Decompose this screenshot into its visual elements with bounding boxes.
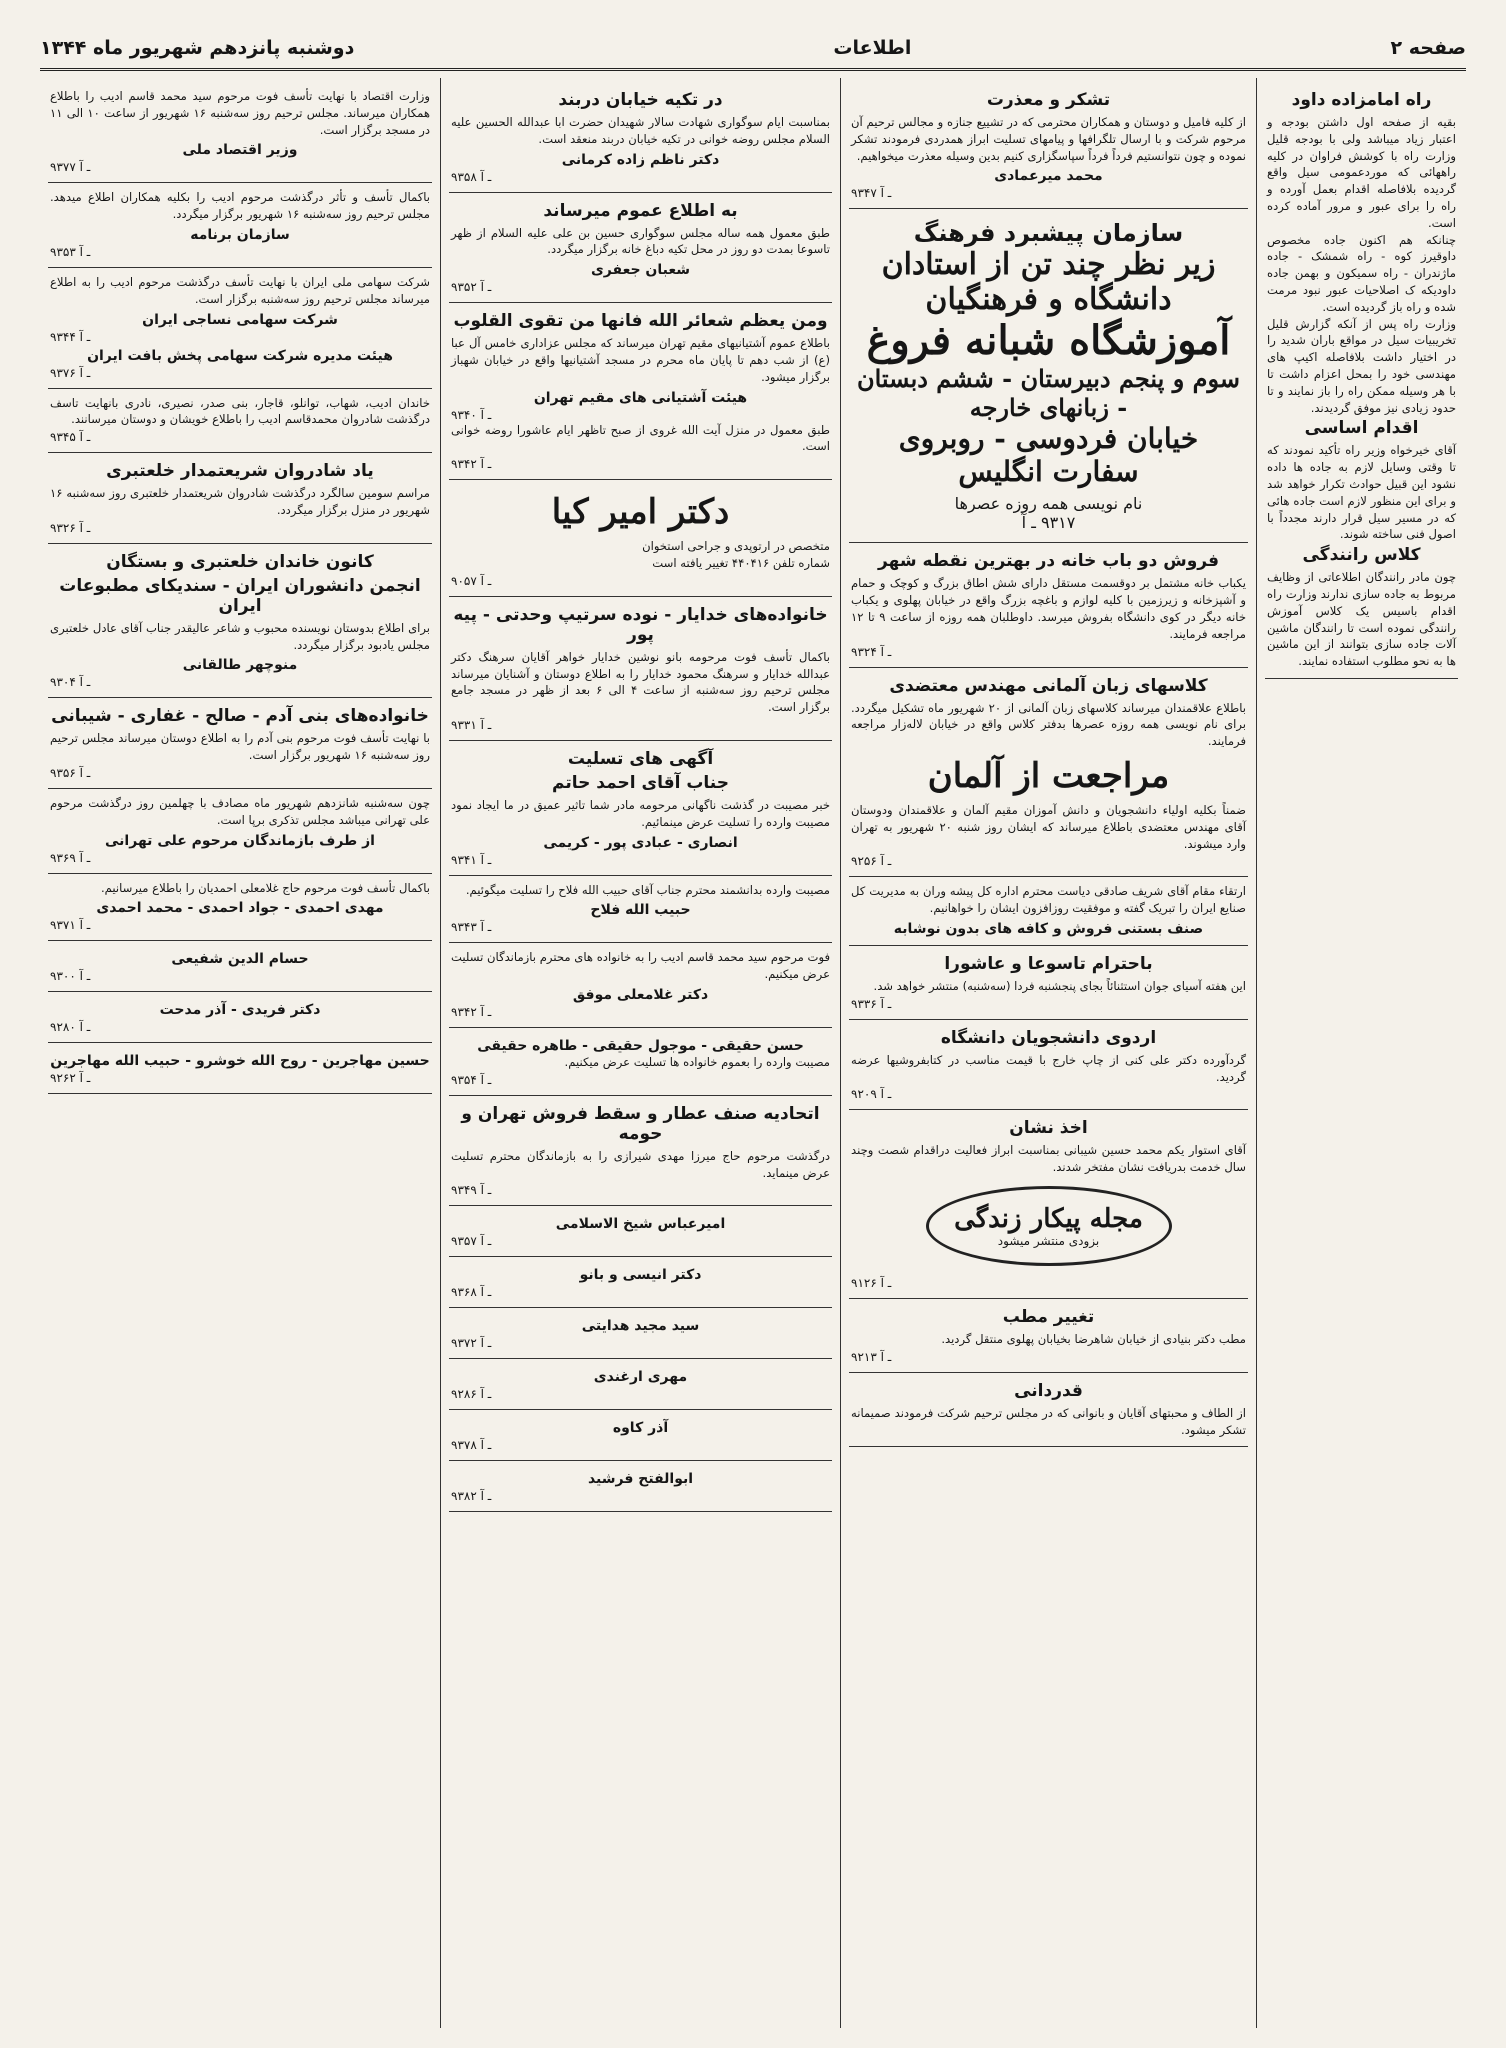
- ad-text: باطلاع علاقمندان میرساند کلاسهای زبان آلمانی از ۲۰ شهریور ماه تشکیل میگردد. برای نام نویسی همه روزه عصرها بدفتر کلاس واقع در خیابان لاله‌زار مراجعه فرمایند.: [851, 700, 1246, 749]
- ad-code: ۹۳۷۸ ـ آ: [451, 1438, 492, 1453]
- masthead: [40, 28, 1466, 71]
- ad-text: چون سه‌شنبه شانزدهم شهریور ماه مصادف با چهلمین روز درگذشت مرحوم علی تهرانی میباشد مجلس تذکری برپا است.: [50, 795, 430, 827]
- issue-date: دوشنبه پانزدهم شهریور ماه ۱۳۴۴: [40, 37, 355, 59]
- plan-org-ad: [48, 183, 432, 268]
- company-ad: [48, 268, 432, 389]
- ad-text: شماره تلفن ۴۴۰۴۱۶ تغییر یافته است: [652, 555, 830, 570]
- ad-code: ۹۳۲۶ ـ آ: [50, 520, 91, 535]
- families-ad: [48, 698, 432, 789]
- ad-code: ۹۳۵۳ ـ آ: [50, 244, 91, 259]
- ad-signature: شرکت سهامی نساجی ایران: [142, 311, 338, 328]
- condolence-ad: [449, 1257, 832, 1308]
- ad-line: سازمان پیشبرد فرهنگ: [913, 219, 1184, 248]
- article-subtitle: اقدام اساسی: [1304, 418, 1419, 439]
- doctor-ad: [449, 480, 832, 597]
- promotion-ad: [849, 877, 1248, 946]
- ad-code: ۹۳۱۷ ـ آ: [1021, 513, 1076, 533]
- ad-title: کلاسهای زبان آلمانی مهندس معتضدی: [889, 675, 1208, 696]
- ad-line: زیر نظر چند تن از استادان دانشگاه و فرهنگیان: [881, 247, 1216, 318]
- condolence-ad: [449, 1410, 832, 1461]
- ad-text: فوت مرحوم سید محمد قاسم ادیب را به خانواده های محترم بازماندگان تسلیت عرض میکنیم.: [451, 950, 830, 982]
- ad-code: ۹۳۴۴ ـ آ: [50, 329, 91, 344]
- ad-text: باکمال تأسف فوت مرحوم حاج غلامعلی احمدیان را باطلاع میرسانیم.: [100, 880, 430, 895]
- ad-code: ۹۲۸۶ ـ آ: [451, 1387, 492, 1402]
- ad-line: نام نویسی همه روزه عصرها: [954, 494, 1143, 514]
- ad-text: ارتقاء مقام آقای شریف صادقی دیاست محترم اداره کل پیشه وران به مدیریت کل صنایع ایران را تبریک گفته و موفقیت روزافزون ایشان را خواهانیم.: [851, 884, 1246, 916]
- ad-code: ۹۳۸۲ ـ آ: [451, 1489, 492, 1504]
- ad-signature: انصاری - عبادی پور - کریمی: [543, 834, 738, 851]
- tasua-ad: [849, 946, 1248, 1020]
- school-forough-ad: [849, 209, 1248, 543]
- ad-signature: سازمان برنامه: [190, 226, 290, 243]
- ad-signature: حسین مهاجرین - روح الله خوشرو - حبیب الله مهاجرین: [50, 1053, 430, 1070]
- ad-signature: مهری ارغندی: [593, 1369, 688, 1386]
- ad-text: مصیبت وارده را بعموم خانواده ها تسلیت عرض میکنیم.: [564, 1054, 830, 1069]
- ad-text: مطب دکتر بنیادی از خیابان شاهرضا بخیابان پهلوی منتقل گردید.: [941, 1331, 1246, 1346]
- ad-signature: هیئت آشتیانی های مقیم تهران: [533, 389, 748, 406]
- ad-code: ۹۰۵۷ ـ آ: [451, 573, 492, 588]
- ad-text: طبق معمول در منزل آیت الله غروی از صبح تاظهر ایام عاشورا روضه خوانی است.: [451, 422, 830, 454]
- ad-code: ۹۳۴۲ ـ آ: [451, 1004, 492, 1019]
- ad-code: ۹۳۶۸ ـ آ: [451, 1285, 492, 1300]
- ad-code: ۹۳۰۴ ـ آ: [50, 675, 91, 690]
- condolence-ad: [48, 1043, 432, 1094]
- ad-signature: محمد میرعمادی: [994, 168, 1103, 185]
- ad-text: از الطاف و محبتهای آقایان و بانوانی که در مجلس ترحیم شرکت فرمودند صمیمانه تشکر میشود.: [851, 1405, 1246, 1437]
- ad-title: خانواده‌های بنی آدم - صالح - غفاری - شیبانی: [51, 706, 429, 727]
- ad-signature: دکتر ناظم زاده کرمانی: [561, 151, 720, 168]
- ad-title: جناب آقای احمد حاتم: [552, 772, 729, 793]
- ad-title: باحترام تاسوعا و عاشورا: [944, 953, 1153, 974]
- condolence-ad: [449, 943, 832, 1028]
- ad-text: مصیبت وارده بدانشمند محترم جناب آقای حبیب الله فلاح را تسلیت میگوئیم.: [465, 882, 830, 897]
- ad-title: قدردانی: [1014, 1380, 1083, 1401]
- ad-title: اردوی دانشجویان دانشگاه: [940, 1027, 1157, 1048]
- ad-code: ۹۳۴۵ ـ آ: [50, 430, 91, 445]
- ad-title: در تکیه خیابان دربند: [558, 90, 723, 110]
- ad-signature: صنف بستنی فروش و کافه های بدون نوشابه: [893, 920, 1204, 937]
- ad-code: ۹۳۴۲ ـ آ: [451, 457, 492, 472]
- ad-code: ۹۳۰۰ ـ آ: [50, 969, 91, 984]
- ad-signature: حبیب الله فلاح: [590, 902, 691, 919]
- medal-ad: [849, 1110, 1248, 1299]
- ad-text: با نهایت تأسف فوت مرحوم بنی آدم را به اطلاع دوستان میرساند مجلس ترحیم روز سه‌شنبه ۱۶ شهریور برگزار است.: [50, 731, 430, 763]
- house-sale-ad: [849, 543, 1248, 667]
- ad-code: ۹۳۴۱ ـ آ: [451, 852, 492, 867]
- ad-text: آقای استوار یکم محمد حسین شیبانی بمناسبت ابراز فعالیت دراقدام شصت وچند سال خدمت بدریافت نشان مفتخر شدند.: [851, 1143, 1246, 1175]
- article-text: چنانکه هم اکنون جاده مخصوص داوقیرز کوه - راه شمشک - جاده ماژندران - راه سمیکون و بهمن جاده داودیکه ک اصلاحیات عبور نبود مرمت شده و راه باز گردیده است.: [1267, 232, 1456, 314]
- article-text: بقیه از صفحه اول داشتن بودجه و اعتبار زیاد میباشد ولی با بودجه قلیل وزارت راه با کوشش فراوان در کلیه راههائی که موردعمومی سیل واقع گردیده بلافاصله اقدام بعمل آورده و راه را برای عبور و مرور آماده کرده است.: [1267, 115, 1456, 230]
- ad-code: ۹۳۶۹ ـ آ: [50, 850, 91, 865]
- section-title: آگهی های تسلیت: [567, 748, 714, 769]
- appreciation-ad: [849, 1373, 1248, 1448]
- condolence-ad: [449, 876, 832, 944]
- article-text: چون مادر رانندگان اطلاعاتی از وظایف مربوط به جاده سازی ندارند وزارت راه اقدام باسیس یک کلاس آموزش رانندگی نموده است تا رانندگان ماشین آلات جاده سازی بتوانند از این ماشین ها به نحو مطلوب استفاده نمایند.: [1267, 570, 1456, 669]
- ad-signature: آذر کاوه: [612, 1420, 669, 1437]
- ad-title: اخذ نشان: [1009, 1118, 1088, 1139]
- column-road-news: [1256, 78, 1466, 2028]
- paper-name: اطلاعات: [833, 37, 912, 59]
- office-change-ad: [849, 1299, 1248, 1373]
- condolence-ad: [449, 1461, 832, 1512]
- ad-signature: شعبان جعفری: [590, 262, 691, 279]
- article-title: راه امامزاده داود: [1291, 90, 1432, 110]
- ad-title: خانواده‌های خدایار - نوده سرتیپ وحدتی - پیه پور: [453, 604, 828, 645]
- ad-code: ۹۲۱۳ ـ آ: [851, 1349, 892, 1364]
- ad-text: خاندان ادیب، شهاب، توانلو، قاجار، بنی صدر، نصیری، نادری بانهایت تاسف درگذشت شادروان محمدقاسم ادیب را باطلاع خویشان و دوستان میرسانند.: [50, 395, 430, 427]
- condolence-section: [449, 741, 832, 876]
- ad-code: ۹۳۷۱ ـ آ: [50, 918, 91, 933]
- darband-ad: [449, 82, 832, 193]
- article-text: وزارت راه پس از آنکه گزارش قلیل تخریبیات سیل در مواقع باران شدید را در اختیار داشت بلافاصله اکیپ های مهندسی خود را بمحل اعزام داشت تا با هر وسیله ممکن راه را باز نمایند و تا حدود زیادی نیز موفق گردیدند.: [1267, 316, 1456, 415]
- condolence-ad: [449, 1028, 832, 1096]
- ad-line: سوم و پنجم دبیرستان - ششم دبستان - زبانهای خارجه: [856, 364, 1241, 423]
- ad-signature: وزیر اقتصاد ملی: [182, 142, 298, 159]
- ad-signature: ابوالفتح فرشید: [587, 1471, 694, 1488]
- ad-text: متخصص در ارتوپدی و جراحی استخوان: [642, 539, 830, 554]
- ad-signature: حسام الدین شفیعی: [171, 951, 309, 968]
- ad-code: ۹۳۲۴ ـ آ: [851, 644, 892, 659]
- ad-text: باکمال تأسف فوت مرحومه بانو نوشین خدایار خواهر آقایان سرهنگ دکتر عبدالله خدایار و سرهنگ محمود خدایار را به اطلاع دوستان و آشنایان میرساند مجلس ترحیم روز سه‌شنبه از ساعت ۴ الی ۶ بعد از ظهر در مسجد جامع برگزار است.: [451, 649, 830, 715]
- ad-code: ۹۳۵۷ ـ آ: [451, 1234, 492, 1249]
- ad-code: ۹۳۵۸ ـ آ: [451, 169, 492, 184]
- ad-code: ۹۳۳۱ ـ آ: [451, 717, 492, 732]
- public-notice-ad: [449, 193, 832, 304]
- column-ads-left: [40, 78, 440, 2028]
- ad-text: خبر مصیبت در گذشت ناگهانی مرحومه مادر شما تاثیر عمیق در ما ایجاد نمود مصیبت وارده را تسلیت عرض مینمائیم.: [451, 797, 830, 829]
- magazine-title: مجله پیکار زندگی: [954, 1203, 1143, 1234]
- german-class-ad: [849, 668, 1248, 878]
- condolence-ad: [48, 941, 432, 992]
- condolence-ad: [449, 1308, 832, 1359]
- article-subtitle: کلاس رانندگی: [1302, 545, 1421, 566]
- ahmadian-ad: [48, 874, 432, 942]
- memorial-ad: [48, 453, 432, 544]
- ad-signature: دکتر فریدی - آذر مدحت: [159, 1002, 321, 1019]
- ad-text: برای اطلاع بدوستان نویسنده محبوب و شاعر عالیقدر جناب آقای عادل خلعتبری مجلس یادبود برگزار میگردد.: [50, 620, 430, 652]
- ad-signature: از طرف بازماندگان مرحوم علی تهرانی: [105, 832, 375, 849]
- ad-text: طبق معمول همه ساله مجلس سوگواری حسین بن علی علیه السلام از ظهر تاسوعا بمدت دو روز در محل تکیه دباغ خانه برگزار میگردد.: [451, 225, 830, 257]
- ad-title: کانون خاندان خلعتبری و بستگان: [106, 551, 374, 572]
- ad-title: تغییر مطب: [1002, 1306, 1095, 1327]
- column-ads-mid: [440, 78, 840, 2028]
- ad-signature: هیئت مدیره شرکت سهامی پخش بافت ایران: [87, 347, 393, 364]
- ministry-ad: [48, 82, 432, 183]
- ad-text: باکمال تأسف و تأثر درگذشت مرحوم ادیب را بکلیه همکاران اطلاع میدهد. مجلس ترحیم روز سه‌شنبه ۱۶ شهریور برگزار میگردد.: [50, 190, 430, 222]
- ad-signature: مهدی احمدی - جواد احمدی - محمد احمدی: [96, 900, 384, 917]
- condolence-ad: [48, 992, 432, 1043]
- association-ad: [48, 544, 432, 699]
- ad-title: تشکر و معذرت: [986, 90, 1111, 110]
- ad-code: ۹۳۵۴ ـ آ: [451, 1072, 492, 1087]
- ad-code: ۹۳۷۷ ـ آ: [50, 160, 91, 175]
- ad-text: باطلاع عموم آشتیانیهای مقیم تهران میرساند که مجلس عزاداری خامس آل عبا (ع) از شب دهم تا پایان ماه محرم در مسجد آشتیانیها واقع در خیابان شهباز برگزار میشود.: [451, 336, 830, 384]
- ad-signature: دکتر انیسی و بانو: [579, 1267, 702, 1284]
- ad-headline: مراجعت از آلمان: [927, 755, 1170, 796]
- ad-code: ۹۲۵۶ ـ آ: [851, 854, 892, 869]
- ad-title: فروش دو باب خانه در بهترین نقطه شهر: [878, 551, 1219, 572]
- ad-text: گردآورده دکتر علی کنی از چاپ خارج با قیمت مناسب در کتابفروشیها عرضه گردید.: [851, 1052, 1246, 1084]
- condolence-ad: [449, 1096, 832, 1207]
- ad-code: ۹۲۶۲ ـ آ: [50, 1071, 91, 1086]
- ad-text: شرکت سهامی ملی ایران با نهایت تأسف درگذشت مرحوم ادیب را به اطلاع میرساند مجلس ترحیم روز سه‌شنبه برگزار است.: [50, 274, 430, 306]
- columns: [40, 78, 1466, 2028]
- column-ads-center: [840, 78, 1256, 2028]
- ad-code: ۹۳۴۳ ـ آ: [451, 920, 492, 935]
- ad-signature: دکتر غلامعلی موفق: [572, 986, 709, 1003]
- camp-ad: [849, 1020, 1248, 1111]
- magazine-oval: [926, 1186, 1172, 1266]
- ad-line: آموزشگاه شبانه فروغ: [866, 317, 1231, 365]
- ad-text: ضمناً بکلیه اولیاء دانشجویان و دانش آموزان مقیم آلمان و علاقمندان ودوستان آقای مهندس معتضدی باطلاع میرساند که ایشان روز شنبه ۲۰ شهریور به تهران وارد میشوند.: [851, 802, 1246, 851]
- fortieth-day-ad: [48, 789, 432, 874]
- ad-signature: منوچهر طالقانی: [182, 657, 298, 674]
- ad-title: یاد شادروان شریعتمدار خلعتبری: [106, 461, 374, 482]
- road-article: [1265, 82, 1458, 679]
- ad-code: ۹۲۰۹ ـ آ: [851, 1087, 892, 1102]
- condolence-ad: [449, 1359, 832, 1410]
- ad-code: ۹۳۵۲ ـ آ: [451, 280, 492, 295]
- ad-signature: حسن حقیقی - موجول حقیقی - طاهره حقیقی: [477, 1037, 804, 1054]
- ad-text: وزارت اقتصاد با نهایت تأسف فوت مرحوم سید محمد قاسم ادیب را باطلاع همکاران میرساند. مجلس ترحیم روز سه‌شنبه ۱۶ شهریور از ساعت ۱۰ الی ۱۱ در مسجد برگزار است.: [50, 89, 430, 137]
- ad-code: ۹۳۴۹ ـ آ: [451, 1183, 492, 1198]
- ad-text: درگذشت مرحوم حاج میرزا مهدی شیرازی را به بازماندگان محترم تسلیت عرض مینماید.: [451, 1148, 830, 1180]
- ad-title: به اطلاع عموم میرساند: [543, 200, 738, 221]
- ad-headline: دکتر امیر کیا: [551, 492, 730, 533]
- thanks-ad: [849, 82, 1248, 209]
- ad-text: این هفته آسیای جوان استثنائاً بجای پنجشنبه فردا (سه‌شنبه) منتشر خواهد شد.: [873, 978, 1246, 993]
- ad-code: ۹۲۸۰ ـ آ: [50, 1020, 91, 1035]
- ad-code: ۹۳۷۲ ـ آ: [451, 1336, 492, 1351]
- ad-signature: سید مجید هدایتی: [581, 1318, 700, 1335]
- ad-code: ۹۳۳۶ ـ آ: [851, 996, 892, 1011]
- family-ad: [449, 597, 832, 741]
- ad-code: ۹۱۲۶ ـ آ: [851, 1275, 892, 1290]
- ad-subtitle: انجمن دانشوران ایران - سندیکای مطبوعات ایران: [59, 575, 421, 616]
- ad-text: از کلیه فامیل و دوستان و همکاران محترمی که در تشییع جنازه و مجالس ترحیم آن مرحوم شرکت و با ارسال تلگرافها و پیامهای تسلیت ابراز همدردی فرمودند تشکر نموده و چون نتوانستیم فرداً فرداً سپاسگزاری کنیم بدین وسیله معذرت میخواهیم.: [851, 115, 1246, 163]
- condolence-ad: [449, 1206, 832, 1257]
- ad-title: ومن یعظم شعائر الله فانها من تقوی القلوب: [453, 311, 828, 332]
- ad-line: خیابان فردوسی - روبروی سفارت انگلیس: [898, 422, 1199, 489]
- ad-code: ۹۳۴۰ ـ آ: [451, 407, 492, 422]
- ad-code: ۹۳۷۶ ـ آ: [50, 365, 91, 380]
- family-notice-ad: [48, 389, 432, 454]
- ad-text: یکباب خانه مشتمل بر دوقسمت مستقل دارای شش اطاق بزرگ و کوچک و حمام و آشپزخانه و زیرزمین با کلیه لوازم و باغچه بزرگ واقع در خیابان پهلوی و یکباب خانه دیگر در کوی دانشگاه بفروش میرسد. داوطلبان همه روزه از ساعت ۹ تا ۱۲ مراجعه فرمایند.: [851, 576, 1246, 641]
- ad-text: بمناسبت ایام سوگواری شهادت سالار شهیدان حضرت ابا عبدالله الحسین علیه السلام مجلس روضه خوانی در تکیه خیابان دربند منعقد است.: [451, 115, 830, 146]
- ad-code: ۹۳۵۶ ـ آ: [50, 765, 91, 780]
- magazine-subtitle: بزودی منتشر میشود: [997, 1233, 1100, 1248]
- ad-title: اتحادیه صنف عطار و سقط فروش تهران و حومه: [461, 1103, 820, 1144]
- article-text: آقای خیرخواه وزیر راه تأکید نمودند که تا وقتی وسایل لازم به جاده ها داده نشود این قبیل حوادث تکرار خواهد شد و برای این منظور لازم است جاده هائی که در مسیر سیل قرار دارند مجدداً با اصول فنی ساخته شوند.: [1267, 443, 1456, 542]
- ashtiani-ad: [449, 303, 832, 480]
- page-number: صفحه ۲: [1390, 37, 1466, 59]
- ad-text: مراسم سومین سالگرد درگذشت شادروان شریعتمدار خلعتبری روز سه‌شنبه ۱۶ شهریور در منزل برگزار میگردد.: [50, 486, 430, 517]
- ad-signature: امیرعباس شیخ الاسلامی: [555, 1216, 726, 1233]
- ad-code: ۹۳۴۷ ـ آ: [851, 186, 892, 201]
